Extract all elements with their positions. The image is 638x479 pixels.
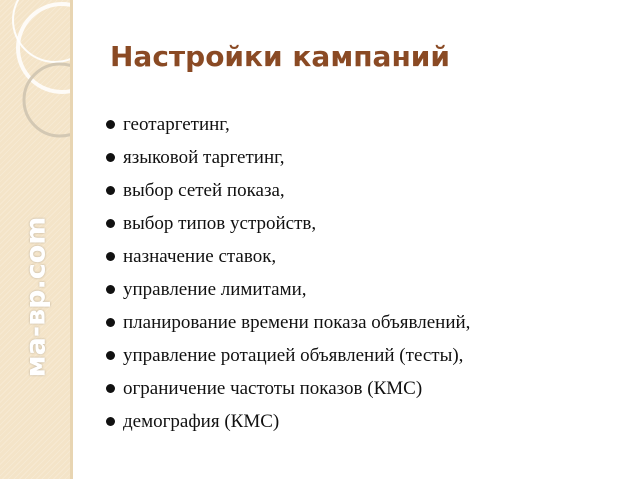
bullet-dot-icon [106,285,115,294]
list-item [104,405,470,438]
list-item [104,174,470,207]
list-item [104,339,470,372]
list-item-text: геотаргетинг, [123,113,230,135]
list-item-text: назначение ставок, [123,245,277,267]
bullet-dot-icon [106,186,115,195]
slide-title: Настройки кампаний [110,40,451,73]
bullet-dot-icon [106,120,115,129]
bullet-dot-icon [106,384,115,393]
list-item-text: ограничение частоты показов (КМС) [123,377,423,399]
bullet-dot-icon [106,219,115,228]
bullet-dot-icon [106,153,115,162]
bullet-dot-icon [106,417,115,426]
list-item-text: языковой таргетинг, [123,146,285,168]
list-item [104,141,470,174]
list-item-text: управление ротацией объявлений (тесты), [123,344,464,366]
list-item [104,306,470,339]
list-item [104,240,470,273]
list-item-text: планирование времени показа объявлений, [123,311,471,333]
watermark: ма-вр.com [20,216,52,378]
list-item-text: управление лимитами, [123,278,307,300]
side-border [70,0,73,479]
bullet-dot-icon [106,252,115,261]
list-item [104,108,470,141]
list-item [104,207,470,240]
side-decor-panel [0,0,70,479]
bullet-dot-icon [106,351,115,360]
list-item-text: выбор сетей показа, [123,179,285,201]
list-item-text: выбор типов устройств, [123,212,317,234]
bullet-dot-icon [106,318,115,327]
list-item [104,273,470,306]
list-item-text: демография (КМС) [123,410,280,432]
list-item [104,372,470,405]
bullet-list [104,108,470,438]
